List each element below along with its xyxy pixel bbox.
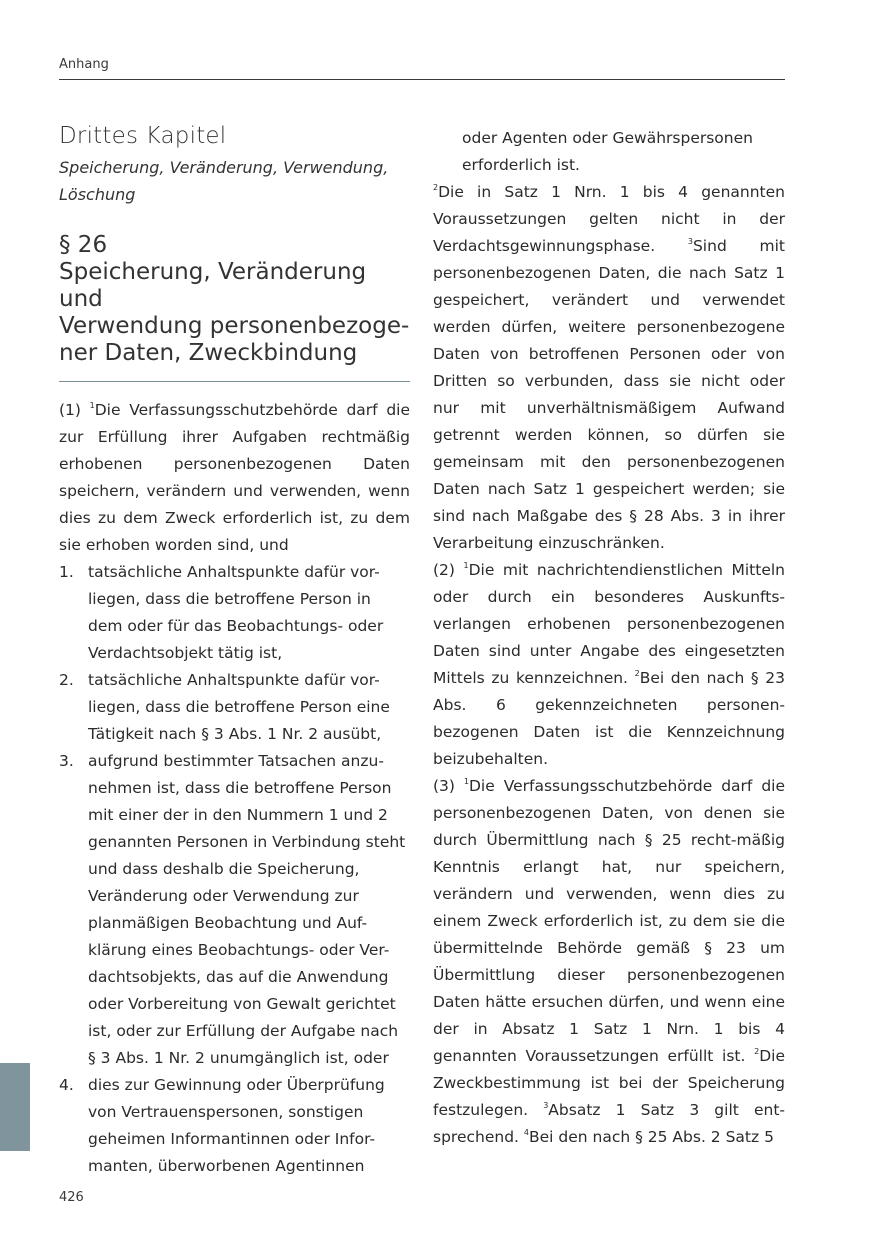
chapter-subtitle [59, 154, 410, 208]
paragraph-text: Bei den nach § 25 Abs. 2 Satz 5 [528, 1128, 774, 1146]
sentence-number: 4 [523, 1128, 529, 1137]
list-text: aufgrund bestimmter Tatsachen anzu-nehmen ist, dass die betroffene Person mit einer der in den Nummern 1 und 2 genannten Personen in Verbindung steht und dass deshalb die Speicherung, Veränderung oder Verwendung zur planmäßigen Beobachtung und Auf-klärung eines Beobachtungs- oder Ver-dachtsobjekts, das auf die Anwendung oder Vorbereitung von Gewalt gerichtet ist, oder zur Erfüllung der Aufgabe nach § 3 Abs. 1 Nr. 2 unumgänglich ist, oder [88, 752, 406, 1067]
section-title [59, 259, 410, 367]
section-title-line: Speicherung, Veränderung und [59, 259, 367, 312]
paragraph-1 [59, 397, 410, 559]
list-number: 4. [59, 1076, 74, 1094]
list-number: 1. [59, 563, 74, 581]
paragraph-text: Die in Satz 1 Nrn. 1 bis 4 genannten Voraussetzungen gelten nicht in der Verdachtsgewinnungsphase. [433, 183, 785, 255]
paragraph-number: (2) [433, 561, 464, 579]
chapter-subtitle-line: Speicherung, Veränderung, Verwendung, [59, 158, 389, 177]
paragraph-text: Die Verfassungsschutzbehörde darf die zur Erfüllung ihrer Aufgaben rechtmäßig erhobenen personenbezogenen Daten speichern, verändern und verwenden, wenn dies zu dem Zweck erforderlich ist, zu dem sie erhoben worden sind, und [59, 401, 410, 554]
paragraph-text: Die Zweckbestimmung ist bei der Speicherung festzulegen. [433, 1047, 785, 1119]
paragraph-text: Absatz 1 Satz 3 gilt ent-sprechend. [433, 1101, 785, 1146]
paragraph-2 [433, 557, 785, 773]
paragraph-number: (1) [59, 401, 90, 419]
paragraph-text: Sind mit personenbezogenen Daten, die nach Satz 1 gespeichert, verändert und verwendet werden dürfen, weitere personenbezogene Daten von betroffenen Personen oder von Dritten so verbunden, dass sie nicht oder nur mit unverhältnismäßigem Aufwand getrennt werden können, so dürfen sie gemeinsam mit den personenbezogenen Daten nach Satz 1 gespeichert werden; sie sind nach Maßgabe des § 28 Abs. 3 in ihrer Verarbeitung einzuschränken. [433, 237, 785, 552]
sentence-number: 2 [634, 669, 640, 678]
sentence-number: 2 [754, 1047, 760, 1056]
chapter-title: Drittes Kapitel [59, 123, 227, 149]
condition-list [59, 559, 410, 1180]
list-text: tatsächliche Anhaltspunkte dafür vor-liegen, dass die betroffene Person eine Tätigkeit nach § 3 Abs. 1 Nr. 2 ausübt, [88, 671, 390, 743]
chapter-thumb-tab [0, 1063, 30, 1151]
list-text: dies zur Gewinnung oder Überprüfung von Vertrauenspersonen, sonstigen geheimen Informantinnen oder Infor-manten, überworbenen Agentinnen [88, 1076, 385, 1175]
section-divider [59, 381, 410, 382]
paragraph-3 [433, 773, 785, 1151]
paragraph-text: Die mit nachrichtendienstlichen Mitteln oder durch ein besonderes Auskunfts-verlangen erhobenen personenbezogenen Daten sind unter Angabe des eingesetzten Mittels zu kennzeichnen. [433, 561, 785, 687]
running-header: Anhang [59, 57, 109, 72]
list-item [59, 748, 410, 1072]
section-number: § 26 [59, 232, 108, 258]
list-number: 2. [59, 671, 74, 689]
sentence-number: 3 [687, 237, 693, 246]
header-divider [59, 79, 785, 80]
list-item [59, 559, 410, 667]
page-number: 426 [59, 1190, 84, 1205]
list-item-continuation: oder Agenten oder Gewährspersonen erforderlich ist. [462, 129, 753, 174]
list-number: 3. [59, 752, 74, 770]
sentence-number: 1 [463, 561, 469, 570]
list-item [59, 1072, 410, 1180]
paragraph-text: Die Verfassungsschutzbehörde darf die personenbezogenen Daten, von denen sie durch Übermittlung nach § 25 recht-mäßig Kenntnis erlangt hat, nur speichern, verändern und verwenden, wenn dies zu einem Zweck erforderlich ist, zu dem sie die übermittelnde Behörde gemäß § 23 um Übermittlung dieser personenbezogenen Daten hätte ersuchen dürfen, und wenn eine der in Absatz 1 Satz 1 Nrn. 1 bis 4 genannten Voraussetzungen erfüllt ist. [433, 777, 785, 1065]
section-title-line: Verwendung personenbezoge- [59, 313, 410, 339]
list-item [59, 667, 410, 748]
sentence-number: 1 [89, 401, 95, 410]
paragraph-number: (3) [433, 777, 464, 795]
sentence-number: 1 [463, 777, 469, 786]
list-text: tatsächliche Anhaltspunkte dafür vor-liegen, dass die betroffene Person in dem oder für das Beobachtungs- oder Verdachtsobjekt tätig ist, [88, 563, 384, 662]
paragraph-text: Bei den nach § 23 Abs. 6 gekennzeichneten personen-bezogenen Daten ist die Kennzeichnung beizubehalten. [433, 669, 785, 768]
right-column [433, 125, 785, 1151]
sentence-number: 3 [543, 1101, 549, 1110]
chapter-subtitle-line: Löschung [59, 185, 136, 204]
paragraph-1-continued [433, 179, 785, 557]
sentence-number: 2 [433, 183, 439, 192]
section-title-line: ner Daten, Zweckbindung [59, 340, 358, 366]
left-column [59, 121, 410, 1180]
